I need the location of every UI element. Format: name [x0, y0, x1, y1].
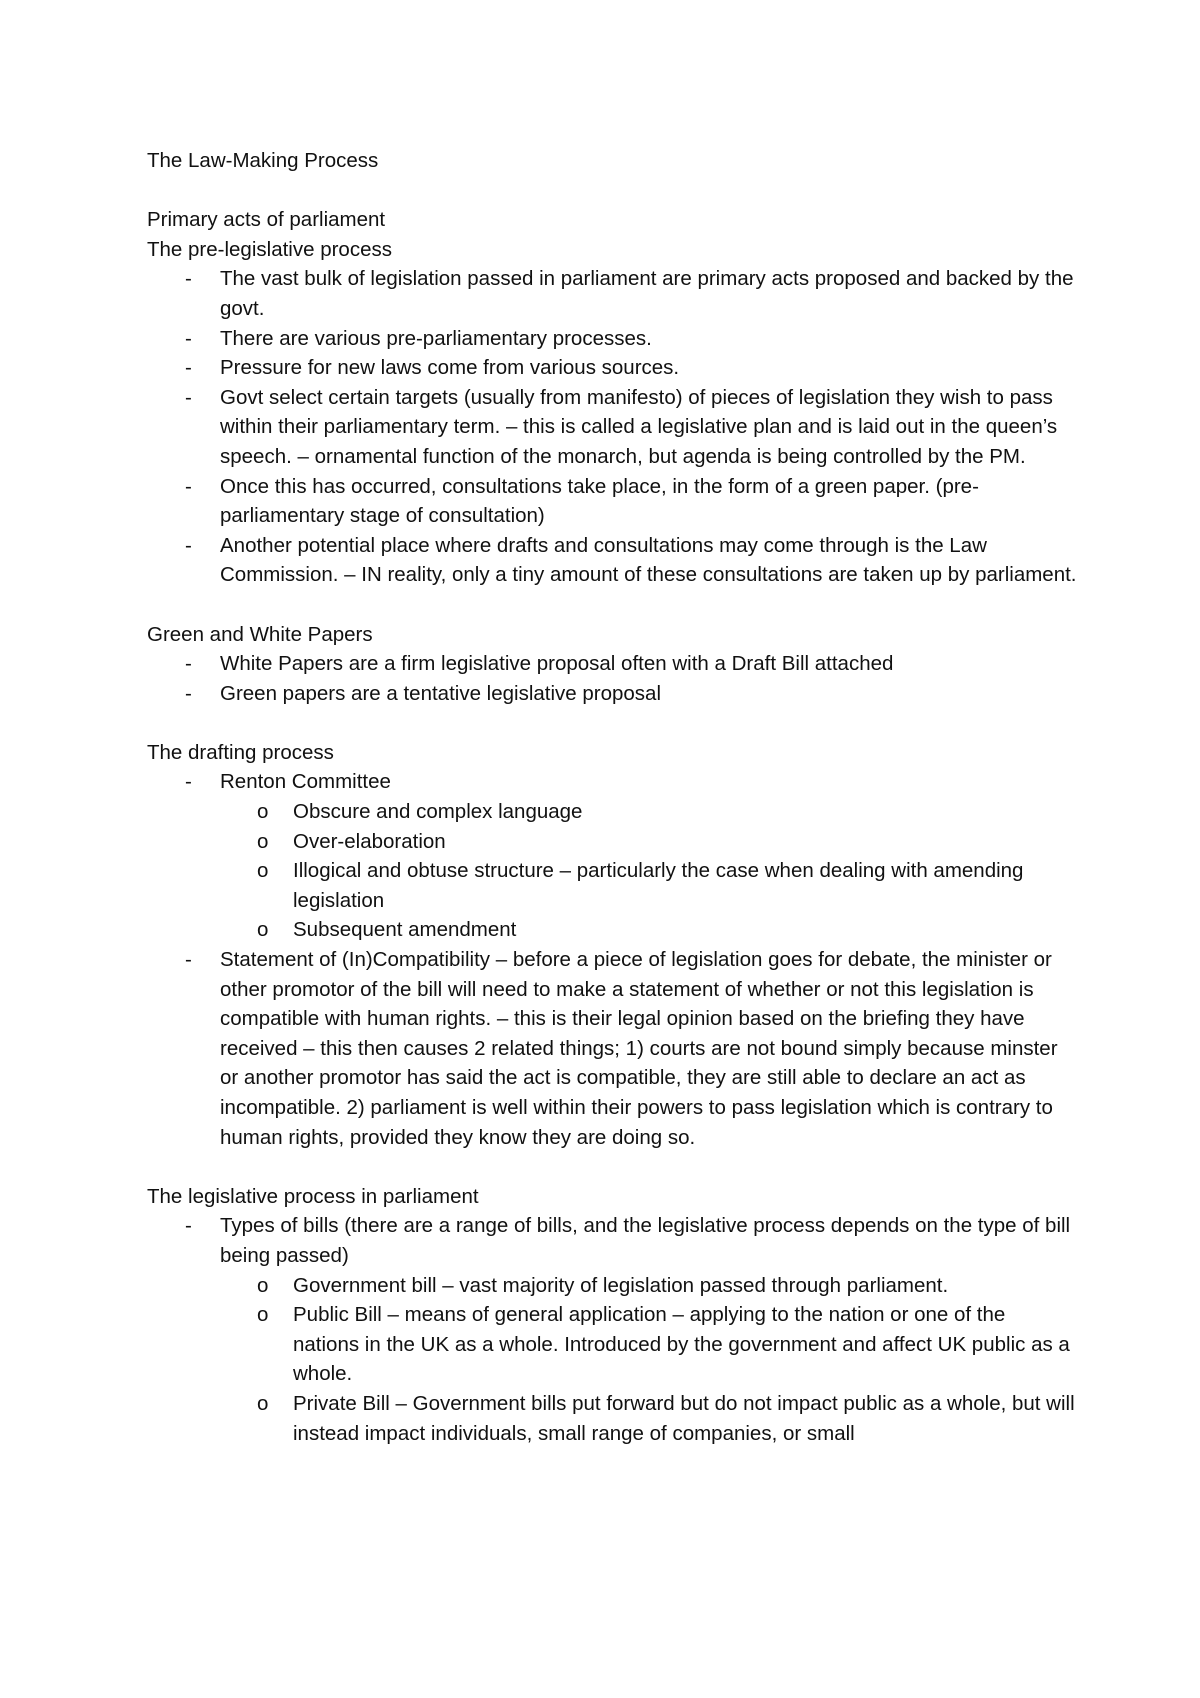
sub-list-item-text: Government bill – vast majority of legislation passed through parliament.	[293, 1273, 949, 1297]
dash-bullet: -	[185, 326, 192, 350]
circle-bullet: o	[257, 859, 269, 883]
section-heading-drafting-process: The drafting process	[147, 740, 334, 764]
circle-bullet: o	[257, 918, 269, 942]
list-item-text: Statement of (In)Compatibility – before a piece of legislation goes for debate, the minister or other promotor of the bill will need to make a statement of whether or not this legislation is compatible with human rights. – this is their legal opinion based on the briefing they have received – this then causes 2 related things; 1) courts are not bound simply because minster or another promotor has said the act is compatible, they are still able to declare an act as incompatible. 2) parliament is well within their powers to pass legislation which is contrary to human rights, provided they know they are doing so.	[220, 948, 1058, 1149]
dash-bullet: -	[185, 385, 192, 409]
list-item-text: Types of bills (there are a range of bills, and the legislative process depends on the type of bill being passed)	[220, 1214, 1071, 1267]
list-item-text: The vast bulk of legislation passed in parliament are primary acts proposed and backed by the govt.	[220, 267, 1074, 320]
list-item-text: Pressure for new laws come from various sources.	[220, 356, 680, 380]
spacer	[147, 708, 1077, 738]
list-item-text: Renton Committee	[220, 770, 391, 794]
sub-list-item	[147, 1271, 1077, 1301]
list-item	[147, 383, 1077, 472]
sub-list-item	[147, 856, 1077, 915]
list-item-text: Once this has occurred, consultations take place, in the form of a green paper. (pre-parliamentary stage of consultation)	[220, 474, 979, 528]
spacer	[147, 176, 1077, 206]
document-body	[147, 146, 1077, 1448]
sub-list-item-text: Illogical and obtuse structure – particularly the case when dealing with amending legislation	[293, 859, 1024, 912]
list-item	[147, 324, 1077, 354]
section-heading-primary-acts: Primary acts of parliament	[147, 208, 386, 232]
sub-list-item	[147, 1300, 1077, 1389]
list-item	[147, 945, 1077, 1152]
list-item-text: There are various pre-parliamentary processes.	[220, 326, 652, 350]
section-subheading-pre-legislative: The pre-legislative process	[147, 237, 392, 261]
dash-bullet: -	[185, 356, 192, 380]
sub-list-item-text: Subsequent amendment	[293, 918, 517, 942]
list-item-text: Govt select certain targets (usually from manifesto) of pieces of legislation they wish to pass within their parliamentary term. – this is called a legislative plan and is laid out in the queen’s speech. – ornamental function of the monarch, but agenda is being controlled by the PM.	[220, 385, 1058, 468]
sub-list-item-text: Private Bill – Government bills put forward but do not impact public as a whole, but will instead impact individuals, small range of companies, or small	[293, 1391, 1075, 1445]
sub-list-item	[147, 1389, 1077, 1448]
list-item-text: Another potential place where drafts and consultations may come through is the Law Commission. – IN reality, only a tiny amount of these consultations are taken up by parliament.	[220, 533, 1077, 587]
dash-bullet: -	[185, 652, 192, 676]
dash-bullet: -	[185, 1214, 192, 1238]
list-item	[147, 353, 1077, 383]
list-item	[147, 767, 1077, 797]
list-item-text: White Papers are a firm legislative proposal often with a Draft Bill attached	[220, 652, 894, 676]
sub-list-item	[147, 827, 1077, 857]
list-item	[147, 531, 1077, 590]
circle-bullet: o	[257, 829, 269, 853]
spacer	[147, 1152, 1077, 1182]
list-item	[147, 649, 1077, 679]
spacer	[147, 590, 1077, 620]
dash-bullet: -	[185, 948, 192, 972]
section-heading-legislative-process: The legislative process in parliament	[147, 1184, 479, 1208]
dash-bullet: -	[185, 681, 192, 705]
circle-bullet: o	[257, 1391, 269, 1415]
document-title: The Law-Making Process	[147, 149, 379, 172]
sub-list-item	[147, 915, 1077, 945]
circle-bullet: o	[257, 800, 269, 824]
list-item	[147, 264, 1077, 323]
list-item	[147, 679, 1077, 709]
list-item	[147, 472, 1077, 531]
section-heading-green-white-papers: Green and White Papers	[147, 622, 373, 646]
sub-list-item-text: Over-elaboration	[293, 829, 446, 853]
circle-bullet: o	[257, 1303, 269, 1327]
list-item	[147, 1211, 1077, 1270]
sub-list-item	[147, 797, 1077, 827]
dash-bullet: -	[185, 474, 192, 498]
dash-bullet: -	[185, 533, 192, 557]
list-item-text: Green papers are a tentative legislative proposal	[220, 681, 662, 705]
sub-list-item-text: Public Bill – means of general application – applying to the nation or one of the nations in the UK as a whole. Introduced by the government and affect UK public as a whole.	[293, 1303, 1070, 1386]
circle-bullet: o	[257, 1273, 269, 1297]
dash-bullet: -	[185, 770, 192, 794]
sub-list-item-text: Obscure and complex language	[293, 800, 583, 824]
dash-bullet: -	[185, 267, 192, 291]
